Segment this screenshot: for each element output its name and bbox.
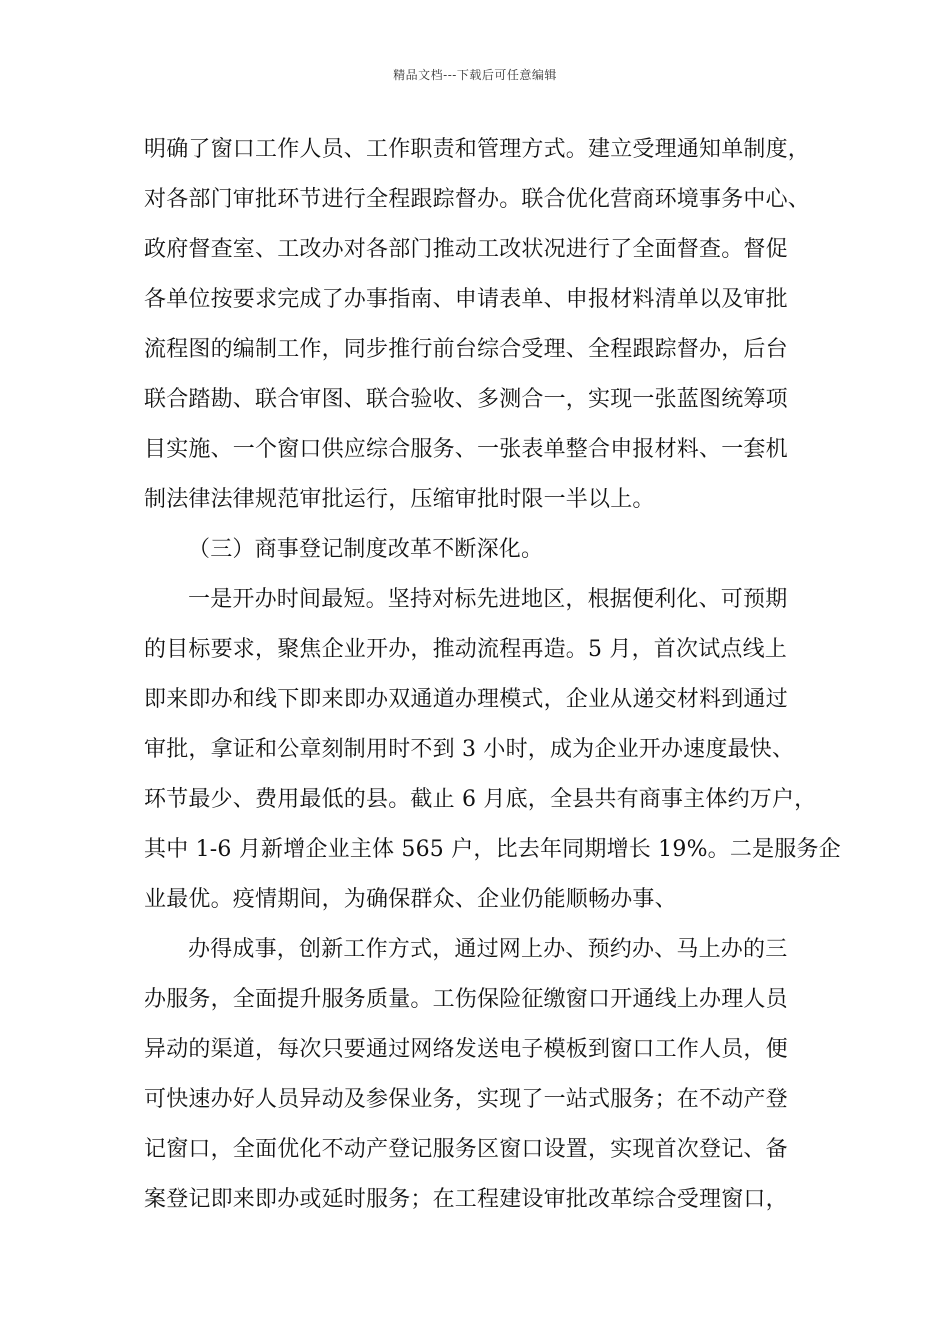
section-heading: （三）商事登记制度改革不断深化。 [188, 537, 544, 562]
text-line: 可快速办好人员异动及参保业务，实现了一站式服务；在不动产登 [144, 1087, 788, 1112]
page-header: 精品文档---下载后可任意编辑 [393, 68, 557, 82]
text-line: 环节最少、费用最低的县。截止 6 月底，全县共有商事主体约万户， [144, 787, 817, 812]
text-line: 的目标要求，聚焦企业开办，推动流程再造。5 月，首次试点线上 [144, 637, 787, 662]
text-line: 办服务，全面提升服务质量。工伤保险征缴窗口开通线上办理人员 [144, 987, 788, 1012]
text-line: 办得成事，创新工作方式，通过网上办、预约办、马上办的三 [188, 937, 788, 962]
text-line: 各单位按要求完成了办事指南、申请表单、申报材料清单以及审批 [144, 287, 788, 312]
text-line: 异动的渠道，每次只要通过网络发送电子模板到窗口工作人员，便 [144, 1037, 788, 1062]
text-line: 其中 1-6 月新增企业主体 565 户，比去年同期增长 19%。二是服务企 [144, 837, 841, 862]
text-line: 目实施、一个窗口供应综合服务、一张表单整合申报材料、一套机 [144, 437, 788, 462]
text-line: 业最优。疫情期间，为确保群众、企业仍能顺畅办事、 [144, 887, 677, 912]
text-line: 明确了窗口工作人员、工作职责和管理方式。建立受理通知单制度， [144, 137, 811, 162]
text-line: 制法律法律规范审批运行，压缩审批时限一半以上。 [144, 487, 655, 512]
text-line: 审批，拿证和公章刻制用时不到 3 小时，成为企业开办速度最快、 [144, 737, 795, 762]
text-line: 一是开办时间最短。坚持对标先进地区，根据便利化、可预期 [188, 587, 788, 612]
text-line: 政府督查室、工改办对各部门推动工改状况进行了全面督查。督促 [144, 237, 788, 262]
text-line: 记窗口，全面优化不动产登记服务区窗口设置，实现首次登记、备 [144, 1137, 788, 1162]
text-line: 流程图的编制工作，同步推行前台综合受理、全程跟踪督办，后台 [144, 337, 788, 362]
text-line: 即来即办和线下即来即办双通道办理模式，企业从递交材料到通过 [144, 687, 788, 712]
text-line: 联合踏勘、联合审图、联合验收、多测合一，实现一张蓝图统筹项 [144, 387, 788, 412]
text-line: 案登记即来即办或延时服务；在工程建设审批改革综合受理窗口， [144, 1187, 788, 1212]
text-line: 对各部门审批环节进行全程跟踪督办。联合优化营商环境事务中心、 [144, 187, 811, 212]
